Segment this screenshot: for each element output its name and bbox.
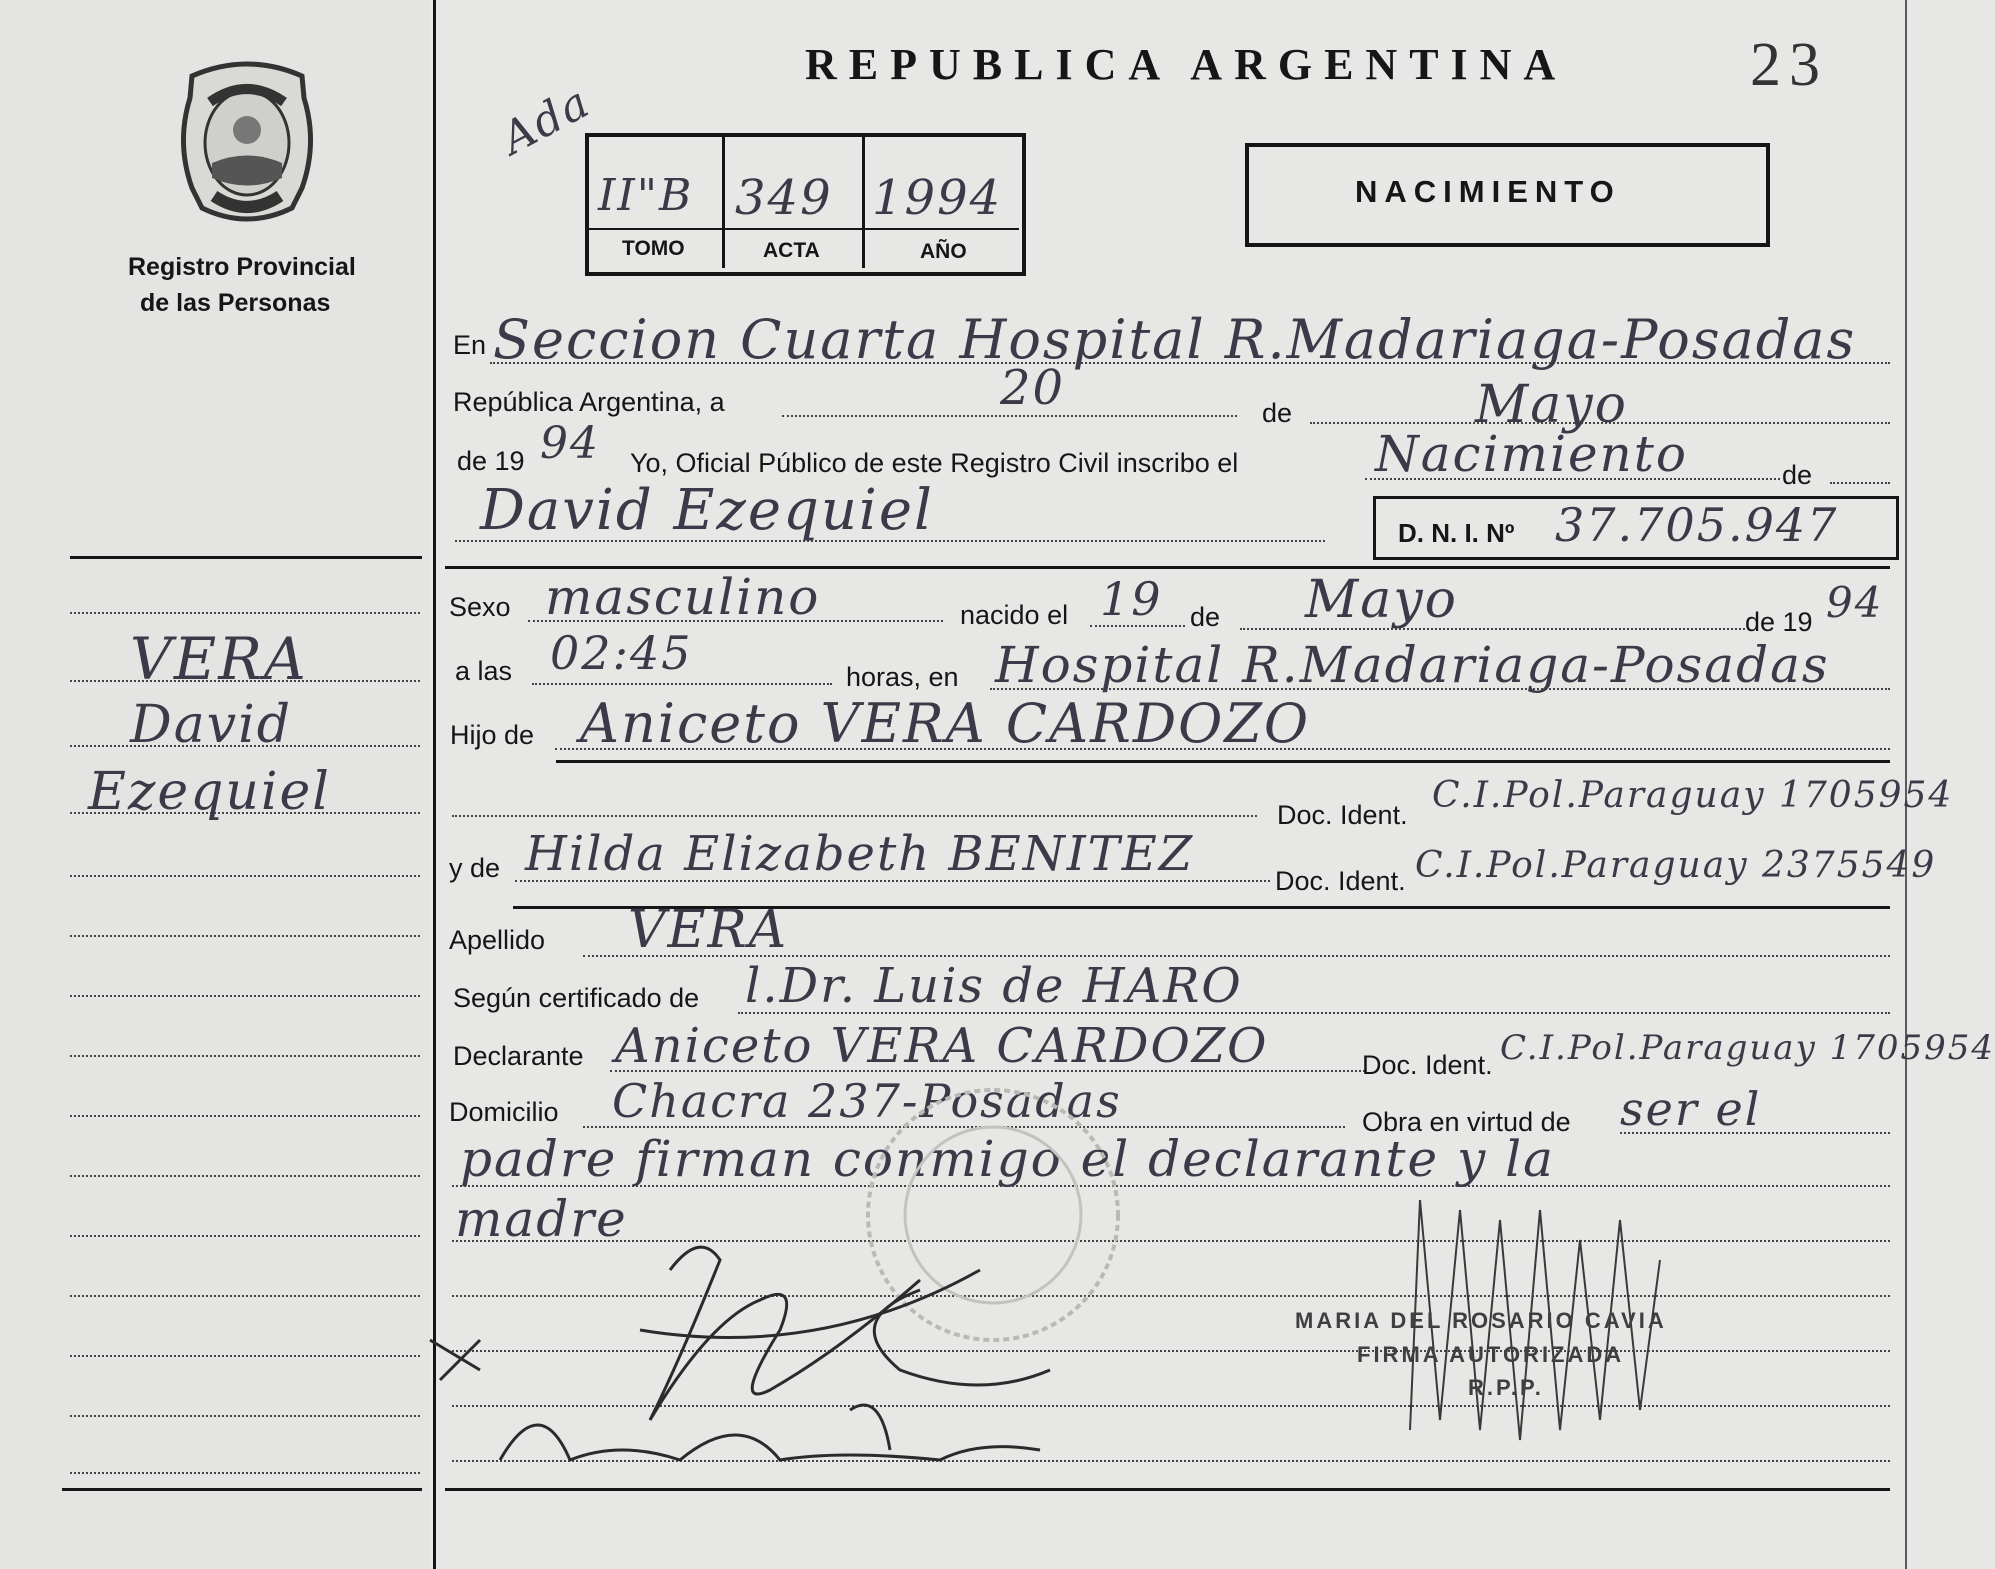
left-dotted-line — [70, 995, 420, 997]
certificado-label: Según certificado de — [453, 983, 700, 1013]
declarante-doc-value: C.I.Pol.Paraguay 1705954 — [1500, 1028, 1995, 1068]
birth-year-value: 94 — [1826, 578, 1884, 627]
left-dotted-line — [70, 935, 420, 937]
left-rule-top — [70, 556, 422, 559]
left-dotted-line — [70, 612, 420, 614]
father-doc-value: C.I.Pol.Paraguay 1705954 — [1432, 775, 1954, 816]
mother-doc-value: C.I.Pol.Paraguay 2375549 — [1415, 845, 1937, 886]
margin-surname: VERA — [130, 625, 308, 693]
de-label: de — [1262, 398, 1293, 428]
certificado-value: l.Dr. Luis de HARO — [745, 958, 1243, 1014]
record-box-divider — [862, 135, 865, 268]
continuation-2: madre — [455, 1190, 628, 1248]
month-value: Mayo — [1475, 375, 1628, 435]
mother-doc-label: Doc. Ident. — [1275, 866, 1406, 896]
domicilio-label: Domicilio — [449, 1097, 559, 1127]
tomo-value: II"B — [598, 170, 694, 221]
document-type-title: NACIMIENTO — [1355, 174, 1621, 209]
emblem-icon — [172, 58, 322, 228]
de-label-3: de — [1190, 602, 1221, 632]
margin-given-name-2: Ezequiel — [88, 762, 331, 822]
oficial-text: Yo, Oficial Público de este Registro Civil inscribo el — [630, 448, 1239, 478]
a-las-label: a las — [455, 656, 513, 686]
stamp-line-2: FIRMA AUTORIZADA — [1357, 1342, 1625, 1367]
obra-label: Obra en virtud de — [1362, 1107, 1571, 1137]
father-doc-line — [452, 815, 1257, 817]
stamp-line-1: MARIA DEL ROSARIO CAVIA — [1295, 1308, 1667, 1333]
event-value: Nacimiento — [1375, 425, 1688, 483]
page-number: 23 — [1750, 31, 1828, 99]
dni-label: D. N. I. Nº — [1398, 518, 1515, 548]
horas-label: horas, en — [846, 662, 959, 692]
registry-name-line2: de las Personas — [140, 289, 331, 317]
stamp-line-3: R.P.P. — [1468, 1375, 1544, 1400]
nacido-label: nacido el — [960, 600, 1069, 630]
ano-value: 1994 — [872, 170, 1003, 226]
sexo-label: Sexo — [449, 592, 511, 622]
ano-label: AÑO — [920, 240, 967, 263]
declarant-signature — [420, 1210, 1140, 1510]
acta-value: 349 — [735, 170, 833, 226]
declarante-doc-label: Doc. Ident. — [1362, 1050, 1493, 1080]
y-de-label: y de — [449, 853, 501, 883]
day-value: 20 — [1000, 360, 1066, 416]
left-dotted-line — [70, 875, 420, 877]
tomo-label: TOMO — [622, 237, 685, 260]
province-emblem — [172, 58, 322, 228]
time-line — [532, 683, 832, 685]
apellido-value: VERA — [628, 900, 789, 960]
left-dotted-line — [70, 1235, 420, 1237]
record-box-divider — [722, 135, 725, 268]
declarante-value: Aniceto VERA CARDOZO — [615, 1018, 1269, 1074]
father-doc-label: Doc. Ident. — [1277, 800, 1408, 830]
year-prefix: de 19 — [457, 446, 525, 476]
father-value: Aniceto VERA CARDOZO — [580, 692, 1311, 755]
republica-label: República Argentina, a — [453, 387, 725, 417]
child-name-value: David Ezequiel — [480, 478, 934, 543]
left-dotted-line — [70, 1055, 420, 1057]
obra-value: ser el — [1620, 1082, 1762, 1136]
left-dotted-line — [70, 1355, 420, 1357]
margin-note: Ada — [493, 76, 599, 165]
de-label-2: de — [1782, 460, 1813, 490]
domicilio-value: Chacra 237-Posadas — [612, 1074, 1122, 1128]
left-dotted-line — [70, 1115, 420, 1117]
section-rule-2 — [556, 760, 1890, 763]
mother-value: Hilda Elizabeth BENITEZ — [525, 826, 1195, 882]
en-label: En — [453, 330, 487, 360]
left-dotted-line — [70, 1295, 420, 1297]
hijo-label: Hijo de — [450, 720, 535, 750]
birth-month-value: Mayo — [1305, 570, 1458, 630]
year-value: 94 — [540, 418, 600, 469]
country-heading: REPUBLICA ARGENTINA — [805, 40, 1568, 89]
continuation-1: padre firman conmigo el declarante y la — [460, 1130, 1555, 1188]
place-value: Hospital R.Madariaga-Posadas — [995, 636, 1830, 694]
birth-year-prefix: de 19 — [1745, 607, 1813, 637]
declarante-label: Declarante — [453, 1041, 584, 1071]
apellido-label: Apellido — [449, 925, 546, 955]
de-line-2 — [1830, 482, 1890, 484]
time-value: 02:45 — [550, 626, 693, 680]
dni-value: 37.705.947 — [1555, 498, 1839, 552]
left-dotted-line — [70, 1415, 420, 1417]
registry-name-line1: Registro Provincial — [128, 253, 356, 281]
left-dotted-line — [70, 1175, 420, 1177]
en-value: Seccion Cuarta Hospital R.Madariaga-Posadas — [493, 308, 1857, 371]
signature-icon — [420, 1210, 1140, 1510]
record-box-hline — [587, 228, 1019, 230]
left-dotted-line — [70, 1472, 420, 1474]
margin-given-name-1: David — [130, 695, 292, 755]
acta-label: ACTA — [763, 239, 820, 262]
left-rule-bottom — [62, 1488, 422, 1491]
birth-day-value: 19 — [1100, 572, 1163, 626]
sexo-value: masculino — [545, 568, 821, 626]
